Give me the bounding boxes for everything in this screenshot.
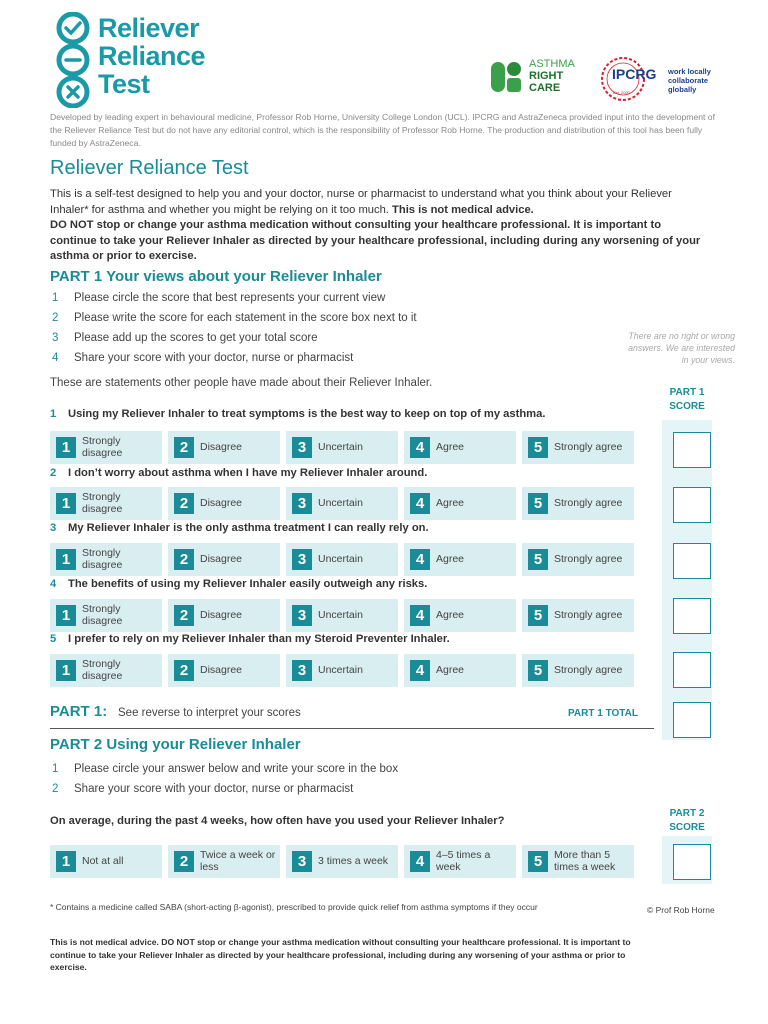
option-strongly-agree[interactable]: 5 Strongly agree bbox=[522, 487, 634, 520]
option-agree[interactable]: 4 Agree bbox=[404, 543, 516, 576]
part1-score-column bbox=[662, 420, 712, 740]
part2-options bbox=[50, 845, 636, 878]
part1-score-label: PART 1 SCORE bbox=[669, 387, 705, 412]
option-uncertain[interactable]: 3 Uncertain bbox=[286, 599, 398, 632]
question-3: 3 My Reliever Inhaler is the only asthma treatment I can really rely on. bbox=[50, 522, 429, 534]
instruction-item: 1 Please circle your answer below and write your score in the box bbox=[52, 763, 399, 775]
question-2-options bbox=[50, 487, 636, 520]
ipcrg-name: IPCRG bbox=[612, 66, 657, 82]
part1-total-subtitle: See reverse to interpret your scores bbox=[118, 707, 301, 719]
instruction-item: 2 Share your score with your doctor, nurse or pharmacist bbox=[52, 783, 354, 795]
section-divider bbox=[50, 728, 654, 729]
option-strongly-agree[interactable]: 5 Strongly agree bbox=[522, 654, 634, 687]
part2-question: On average, during the past 4 weeks, how often have you used your Reliever Inhaler? bbox=[50, 815, 505, 827]
option-disagree[interactable]: 2 Disagree bbox=[168, 654, 280, 687]
option-disagree[interactable]: 2 Disagree bbox=[168, 543, 280, 576]
bottom-disclaimer: This is not medical advice. DO NOT stop or change your asthma medication without consulting your healthcare professional. It is important to continue to take your Reliever Inhaler as directed by your healthcare professional, including during any worsening of your asthma or prior to exercise. bbox=[50, 937, 631, 972]
option-agree[interactable]: 4 Agree bbox=[404, 431, 516, 464]
option-more-than-5-times[interactable]: 5 More than 5 times a week bbox=[522, 845, 634, 878]
question-5: 5 I prefer to rely on my Reliever Inhaler than my Steroid Preventer Inhaler. bbox=[50, 633, 450, 645]
option-4-5-times-a-week[interactable]: 4 4–5 times a week bbox=[404, 845, 516, 878]
option-disagree[interactable]: 2 Disagree bbox=[168, 599, 280, 632]
option-not-at-all[interactable]: 1 Not at all bbox=[50, 845, 162, 878]
instruction-item: 2 Please write the score for each statement in the score box next to it bbox=[52, 312, 417, 324]
option-strongly-agree[interactable]: 5 Strongly agree bbox=[522, 599, 634, 632]
option-strongly-disagree[interactable]: 1 Strongly disagree bbox=[50, 599, 162, 632]
question-2: 2 I don’t worry about asthma when I have my Reliever Inhaler around. bbox=[50, 467, 428, 479]
page-title: Reliever Reliance Test bbox=[50, 157, 249, 179]
part1-heading: PART 1 Your views about your Reliever Inhaler bbox=[50, 268, 382, 285]
question-3-options bbox=[50, 543, 636, 576]
part2-instructions bbox=[52, 763, 552, 803]
part2-score-box[interactable] bbox=[673, 844, 711, 880]
question-4-score-box[interactable] bbox=[673, 598, 711, 634]
option-strongly-agree[interactable]: 5 Strongly agree bbox=[522, 543, 634, 576]
question-4: 4 The benefits of using my Reliever Inhaler easily outweigh any risks. bbox=[50, 578, 428, 590]
instruction-item: 1 Please circle the score that best represents your current view bbox=[52, 292, 386, 304]
part1-instructions bbox=[52, 292, 552, 372]
option-twice-a-week[interactable]: 2 Twice a week or less bbox=[168, 845, 280, 878]
intro-not-medical-advice: This is not medical advice. bbox=[392, 203, 534, 216]
question-1: 1 Using my Reliever Inhaler to treat symptoms is the best way to keep on top of my asthma. bbox=[50, 408, 546, 420]
question-1-score-box[interactable] bbox=[673, 432, 711, 468]
question-1-options bbox=[50, 431, 636, 464]
ipcrg-tagline-2: collaborate globally bbox=[668, 76, 709, 94]
asthma-logo-line3: CARE bbox=[529, 82, 561, 94]
side-note: There are no right or wrong answers. We are interested in your views. bbox=[628, 331, 735, 365]
option-strongly-disagree[interactable]: 1 Strongly disagree bbox=[50, 487, 162, 520]
option-strongly-agree[interactable]: 5 Strongly agree bbox=[522, 431, 634, 464]
option-strongly-disagree[interactable]: 1 Strongly disagree bbox=[50, 431, 162, 464]
option-3-times-a-week[interactable]: 3 3 times a week bbox=[286, 845, 398, 878]
statements-intro: These are statements other people have made about their Reliever Inhaler. bbox=[50, 377, 433, 389]
ipcrg-tagline-1: work locally bbox=[668, 67, 711, 76]
option-strongly-disagree[interactable]: 1 Strongly disagree bbox=[50, 654, 162, 687]
asthma-logo-line1: ASTHMA bbox=[529, 58, 575, 70]
saba-footnote: * Contains a medicine called SABA (short-acting β-agonist), prescribed to provide quick relief from asthma symptoms if they occur bbox=[50, 902, 538, 912]
asthma-right-care-logo bbox=[489, 58, 594, 98]
intro-warning: DO NOT stop or change your asthma medication without consulting your healthcare professional. It is important to continue to take your Reliever Inhaler as directed by your healthcare professional, including during any worsening of your asthma or prior to exercise. bbox=[50, 219, 701, 262]
option-uncertain[interactable]: 3 Uncertain bbox=[286, 431, 398, 464]
question-4-options bbox=[50, 599, 636, 632]
intro-paragraph: This is a self-test designed to help you and your doctor, nurse or pharmacist to understand what you think about your Reliever Inhaler* for asthma and whether you might be relying on it too much. bbox=[50, 188, 672, 216]
option-agree[interactable]: 4 Agree bbox=[404, 487, 516, 520]
part1-total-title: PART 1: bbox=[50, 703, 108, 720]
instruction-item: 4 Share your score with your doctor, nurse or pharmacist bbox=[52, 352, 354, 364]
question-3-score-box[interactable] bbox=[673, 543, 711, 579]
part2-score-label: PART 2 SCORE bbox=[669, 808, 705, 833]
question-5-options bbox=[50, 654, 636, 687]
question-5-score-box[interactable] bbox=[673, 652, 711, 688]
asthma-logo-mark-icon bbox=[489, 58, 525, 98]
part2-heading: PART 2 Using your Reliever Inhaler bbox=[50, 736, 301, 753]
logo-wordmark: Reliever Reliance Test bbox=[98, 13, 206, 99]
option-disagree[interactable]: 2 Disagree bbox=[168, 487, 280, 520]
question-2-score-box[interactable] bbox=[673, 487, 711, 523]
ipcrg-logo bbox=[598, 54, 723, 104]
option-uncertain[interactable]: 3 Uncertain bbox=[286, 487, 398, 520]
logo-icons bbox=[50, 12, 96, 108]
option-uncertain[interactable]: 3 Uncertain bbox=[286, 543, 398, 576]
part1-total-box[interactable] bbox=[673, 702, 711, 738]
intro-text bbox=[50, 187, 710, 265]
instruction-item: 3 Please add up the scores to get your total score bbox=[52, 332, 318, 344]
development-disclaimer: Developed by leading expert in behavioural medicine, Professor Rob Horne, University College London (UCL). IPCRG and AstraZeneca provided input into the development of the Reliever Reliance Test but do not have any editorial control, which is the responsibility of Professor Rob Horne. The production and distribution of this tool has been fully funded by AstraZeneca. bbox=[50, 112, 715, 148]
copyright: © Prof Rob Horne bbox=[647, 905, 715, 915]
option-agree[interactable]: 4 Agree bbox=[404, 599, 516, 632]
option-uncertain[interactable]: 3 Uncertain bbox=[286, 654, 398, 687]
option-strongly-disagree[interactable]: 1 Strongly disagree bbox=[50, 543, 162, 576]
svg-text:Est. 2000: Est. 2000 bbox=[613, 90, 630, 95]
option-disagree[interactable]: 2 Disagree bbox=[168, 431, 280, 464]
asthma-logo-line2: RIGHT bbox=[529, 70, 564, 82]
option-agree[interactable]: 4 Agree bbox=[404, 654, 516, 687]
part1-total-label: PART 1 TOTAL bbox=[568, 708, 638, 719]
